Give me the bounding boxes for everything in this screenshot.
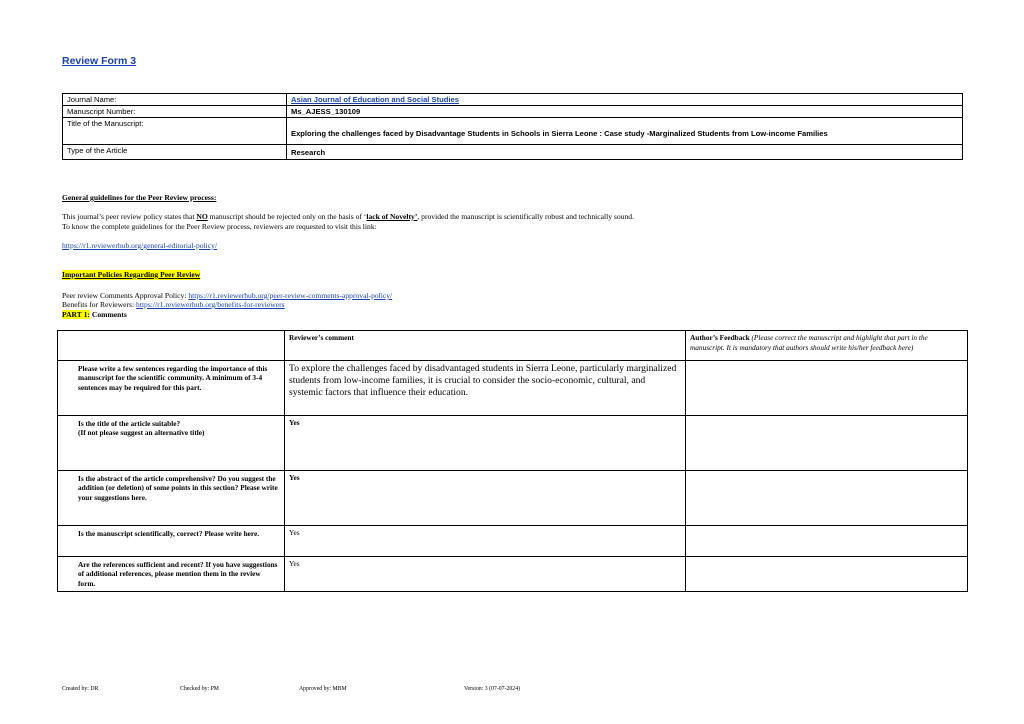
comment-row (58, 416, 968, 471)
form-title: Review Form 3 (62, 55, 137, 67)
question-cell: Is the title of the article suitable? (If not please suggest an alternative title) (58, 416, 285, 471)
manuscript-title-value: Exploring the challenges faced by Disadvantage Students in Schools in Sierra Leone : Case study -Marginalized Students from Low-income Families (287, 118, 963, 145)
part-title: Comments (89, 310, 127, 319)
author-feedback-note: (Please correct the manuscript and highlight that part in the manuscript. It is mandatory that authors should write his/her feedback here) (690, 333, 928, 352)
author-feedback-cell[interactable] (686, 526, 968, 557)
question-cell: Please write a few sentences regarding the importance of this manuscript for the scientific community. A minimum of 3-4 sentences may be required for this part. (58, 361, 285, 416)
footer-version: Version: 3 (07-07-2024) (464, 686, 521, 692)
approval-policy-link[interactable]: https://r1.reviewerhub.org/peer-review-comments-approval-policy/ (188, 291, 393, 300)
comment-row (58, 361, 968, 416)
question-cell: Is the abstract of the article comprehensive? Do you suggest the addition (or deletion) of some points in this section? Please write your suggestions here. (58, 471, 285, 526)
article-type-value: Research (287, 145, 963, 160)
author-feedback-cell[interactable] (686, 416, 968, 471)
guidelines-text-a: This journal’s peer review policy states that (62, 212, 197, 221)
guidelines-novelty: lack of Novelty’ (366, 212, 418, 221)
editorial-policy-link[interactable]: https://r1.reviewerhub.org/general-editorial-policy/ (62, 241, 218, 250)
journal-name-link[interactable]: Asian Journal of Education and Social Studies (287, 94, 963, 106)
author-feedback-header (686, 331, 968, 361)
title-label: Title of the Manuscript: (63, 118, 287, 145)
title-row (63, 118, 963, 145)
reviewer-comment-cell[interactable]: Yes (285, 526, 686, 557)
reviewer-comment-cell[interactable]: Yes (285, 471, 686, 526)
benefits-label: Benefits for Reviewers: (62, 300, 137, 309)
policies-heading: Important Policies Regarding Peer Review (62, 270, 201, 279)
part-heading (62, 310, 127, 320)
footer-approved: Approved by: MBM (299, 686, 347, 692)
journal-label: Journal Name: (63, 94, 287, 106)
benefits-line (62, 300, 285, 310)
journal-row (63, 94, 963, 106)
article-type-label: Type of the Article (63, 145, 287, 160)
part-label: PART 1: (62, 310, 90, 319)
manuscript-row (63, 106, 963, 118)
footer-checked: Checked by: PM (180, 686, 219, 692)
guidelines-visit-text: To know the complete guidelines for the Peer Review process, reviewers are requested to visit this link: (62, 222, 377, 231)
question-cell: Is the manuscript scientifically, correct? Please write here. (58, 526, 285, 557)
reviewer-comment-header: Reviewer’s comment (285, 331, 686, 361)
comment-row (58, 557, 968, 592)
reviewer-comment-cell[interactable]: To explore the challenges faced by disadvantaged students in Sierra Leone, particularly marginalized students from low-income families, it is crucial to consider the socio-economic, cultural, and systemic factors that influence their education. (285, 361, 686, 416)
comment-row (58, 526, 968, 557)
guidelines-paragraph (62, 212, 634, 222)
manuscript-number-value: Ms_AJESS_130109 (287, 106, 963, 118)
type-row (63, 145, 963, 160)
guidelines-text-b: manuscript should be rejected only on the basis of ‘ (207, 212, 367, 221)
footer-created: Created by: DR (62, 686, 99, 692)
comment-row (58, 471, 968, 526)
guidelines-heading: General guidelines for the Peer Review process: (62, 193, 217, 202)
benefits-link[interactable]: https://r1.reviewerhub.org/benefits-for-reviewers (136, 300, 285, 309)
question-cell: Are the references sufficient and recent? If you have suggestions of additional references, please mention them in the review form. (58, 557, 285, 592)
question-header-cell (58, 331, 285, 361)
guidelines-text-c: , provided the manuscript is scientifically robust and technically sound. (417, 212, 634, 221)
author-feedback-cell[interactable] (686, 471, 968, 526)
comments-header-row (58, 331, 968, 361)
author-feedback-cell[interactable] (686, 361, 968, 416)
author-feedback-cell[interactable] (686, 557, 968, 592)
reviewer-comment-cell[interactable]: Yes (285, 557, 686, 592)
comments-table (57, 330, 968, 592)
approval-policy-label: Peer review Comments Approval Policy: (62, 291, 189, 300)
reviewer-comment-cell[interactable]: Yes (285, 416, 686, 471)
manuscript-number-label: Manuscript Number: (63, 106, 287, 118)
author-feedback-title: Author’s Feedback (690, 333, 750, 342)
manuscript-info-table (62, 93, 963, 160)
guidelines-no: NO (196, 212, 208, 221)
